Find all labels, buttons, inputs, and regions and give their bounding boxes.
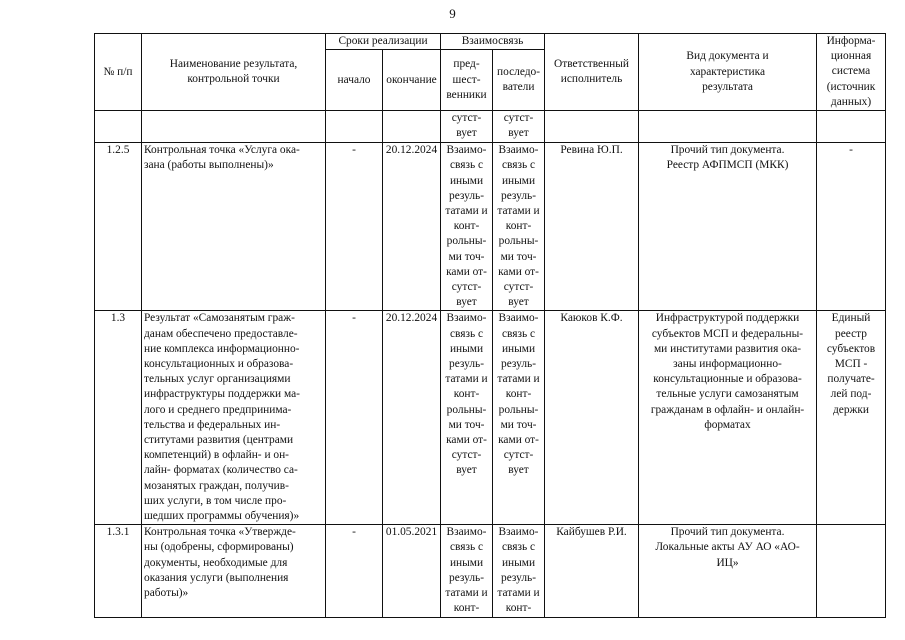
- cell-responsible: [545, 111, 639, 143]
- header-doc-type: Вид документа и характеристика результата: [639, 34, 817, 111]
- cell-name: Результат «Самозанятым граж- данам обеспечено предоставле- ние комплекса информационно- консультационных и образова- тельных услуг организациями инфраструктуры поддержки ма- лого и среднего предпринима- тельства и федеральных ин- ститутами развития (центрами компетенций) в офлайн- и он- лайн- форматах (количество са- мозанятых граждан, получив- ших услуги, в том числе про- шедших программы обучения)»: [142, 311, 326, 525]
- header-num: № п/п: [95, 34, 142, 111]
- cell-successors: Взаимо- связь с иными резуль- татами и конт- рольны- ми точ- ками от- сутст- вует: [493, 143, 545, 311]
- header-end: окончание: [383, 50, 441, 111]
- cell-responsible: Кайбушев Р.И.: [545, 525, 639, 617]
- cell-info-system: Единый реестр субъектов МСП - получате- лей под- держки: [817, 311, 886, 525]
- header-row-1: [95, 34, 886, 50]
- cell-end: [383, 111, 441, 143]
- header-terms-group: Сроки реализации: [326, 34, 441, 50]
- cell-info-system: -: [817, 143, 886, 311]
- cell-name: [142, 111, 326, 143]
- cell-successors: Взаимо- связь с иными резуль- татами и конт-: [493, 525, 545, 617]
- table-row: [95, 525, 886, 617]
- cell-doc-type: Прочий тип документа. Локальные акты АУ АО «АО- ИЦ»: [639, 525, 817, 617]
- cell-end: 20.12.2024: [383, 311, 441, 525]
- table-row: [95, 311, 886, 525]
- cell-responsible: Каюков К.Ф.: [545, 311, 639, 525]
- cell-end: 01.05.2021: [383, 525, 441, 617]
- cell-end: 20.12.2024: [383, 143, 441, 311]
- cell-doc-type: [639, 111, 817, 143]
- cell-start: [326, 111, 383, 143]
- cell-predecessors: Взаимо- связь с иными резуль- татами и конт-: [441, 525, 493, 617]
- cell-num: 1.3: [95, 311, 142, 525]
- header-relation-group: Взаимосвязь: [441, 34, 545, 50]
- plan-table: [94, 33, 886, 618]
- header-info-system: Информа- ционная система (источник данных): [817, 34, 886, 111]
- cell-successors: Взаимо- связь с иными резуль- татами и конт- рольны- ми точ- ками от- сутст- вует: [493, 311, 545, 525]
- cell-start: -: [326, 143, 383, 311]
- header-successors: последо- ватели: [493, 50, 545, 111]
- cell-name: Контрольная точка «Утвержде- ны (одобрены, сформированы) документы, необходимые для оказания услуги (выполнения работы)»: [142, 525, 326, 617]
- cell-predecessors: Взаимо- связь с иными резуль- татами и конт- рольны- ми точ- ками от- сутст- вует: [441, 143, 493, 311]
- cell-start: -: [326, 525, 383, 617]
- page-number: 9: [449, 6, 456, 21]
- header-name: Наименование результата, контрольной точки: [142, 34, 326, 111]
- cell-info-system: [817, 525, 886, 617]
- header-responsible: Ответственный исполнитель: [545, 34, 639, 111]
- cell-num: 1.2.5: [95, 143, 142, 311]
- table-row: [95, 143, 886, 311]
- cell-successors: сутст- вует: [493, 111, 545, 143]
- cell-doc-type: Прочий тип документа. Реестр АФПМСП (МКК): [639, 143, 817, 311]
- table-row: [95, 111, 886, 143]
- cell-info-system: [817, 111, 886, 143]
- cell-start: -: [326, 311, 383, 525]
- cell-responsible: Ревина Ю.П.: [545, 143, 639, 311]
- cell-num: [95, 111, 142, 143]
- cell-num: 1.3.1: [95, 525, 142, 617]
- cell-predecessors: Взаимо- связь с иными резуль- татами и конт- рольны- ми точ- ками от- сутст- вует: [441, 311, 493, 525]
- cell-predecessors: сутст- вует: [441, 111, 493, 143]
- cell-doc-type: Инфраструктурой поддержки субъектов МСП и федеральны- ми институтами развития ока- заны информационно- консультационные и образова- тельные услуги самозанятым гражданам в офлайн- и онлайн- форматах: [639, 311, 817, 525]
- header-start: начало: [326, 50, 383, 111]
- cell-name: Контрольная точка «Услуга ока- зана (работы выполнены)»: [142, 143, 326, 311]
- header-predecessors: пред- шест- венники: [441, 50, 493, 111]
